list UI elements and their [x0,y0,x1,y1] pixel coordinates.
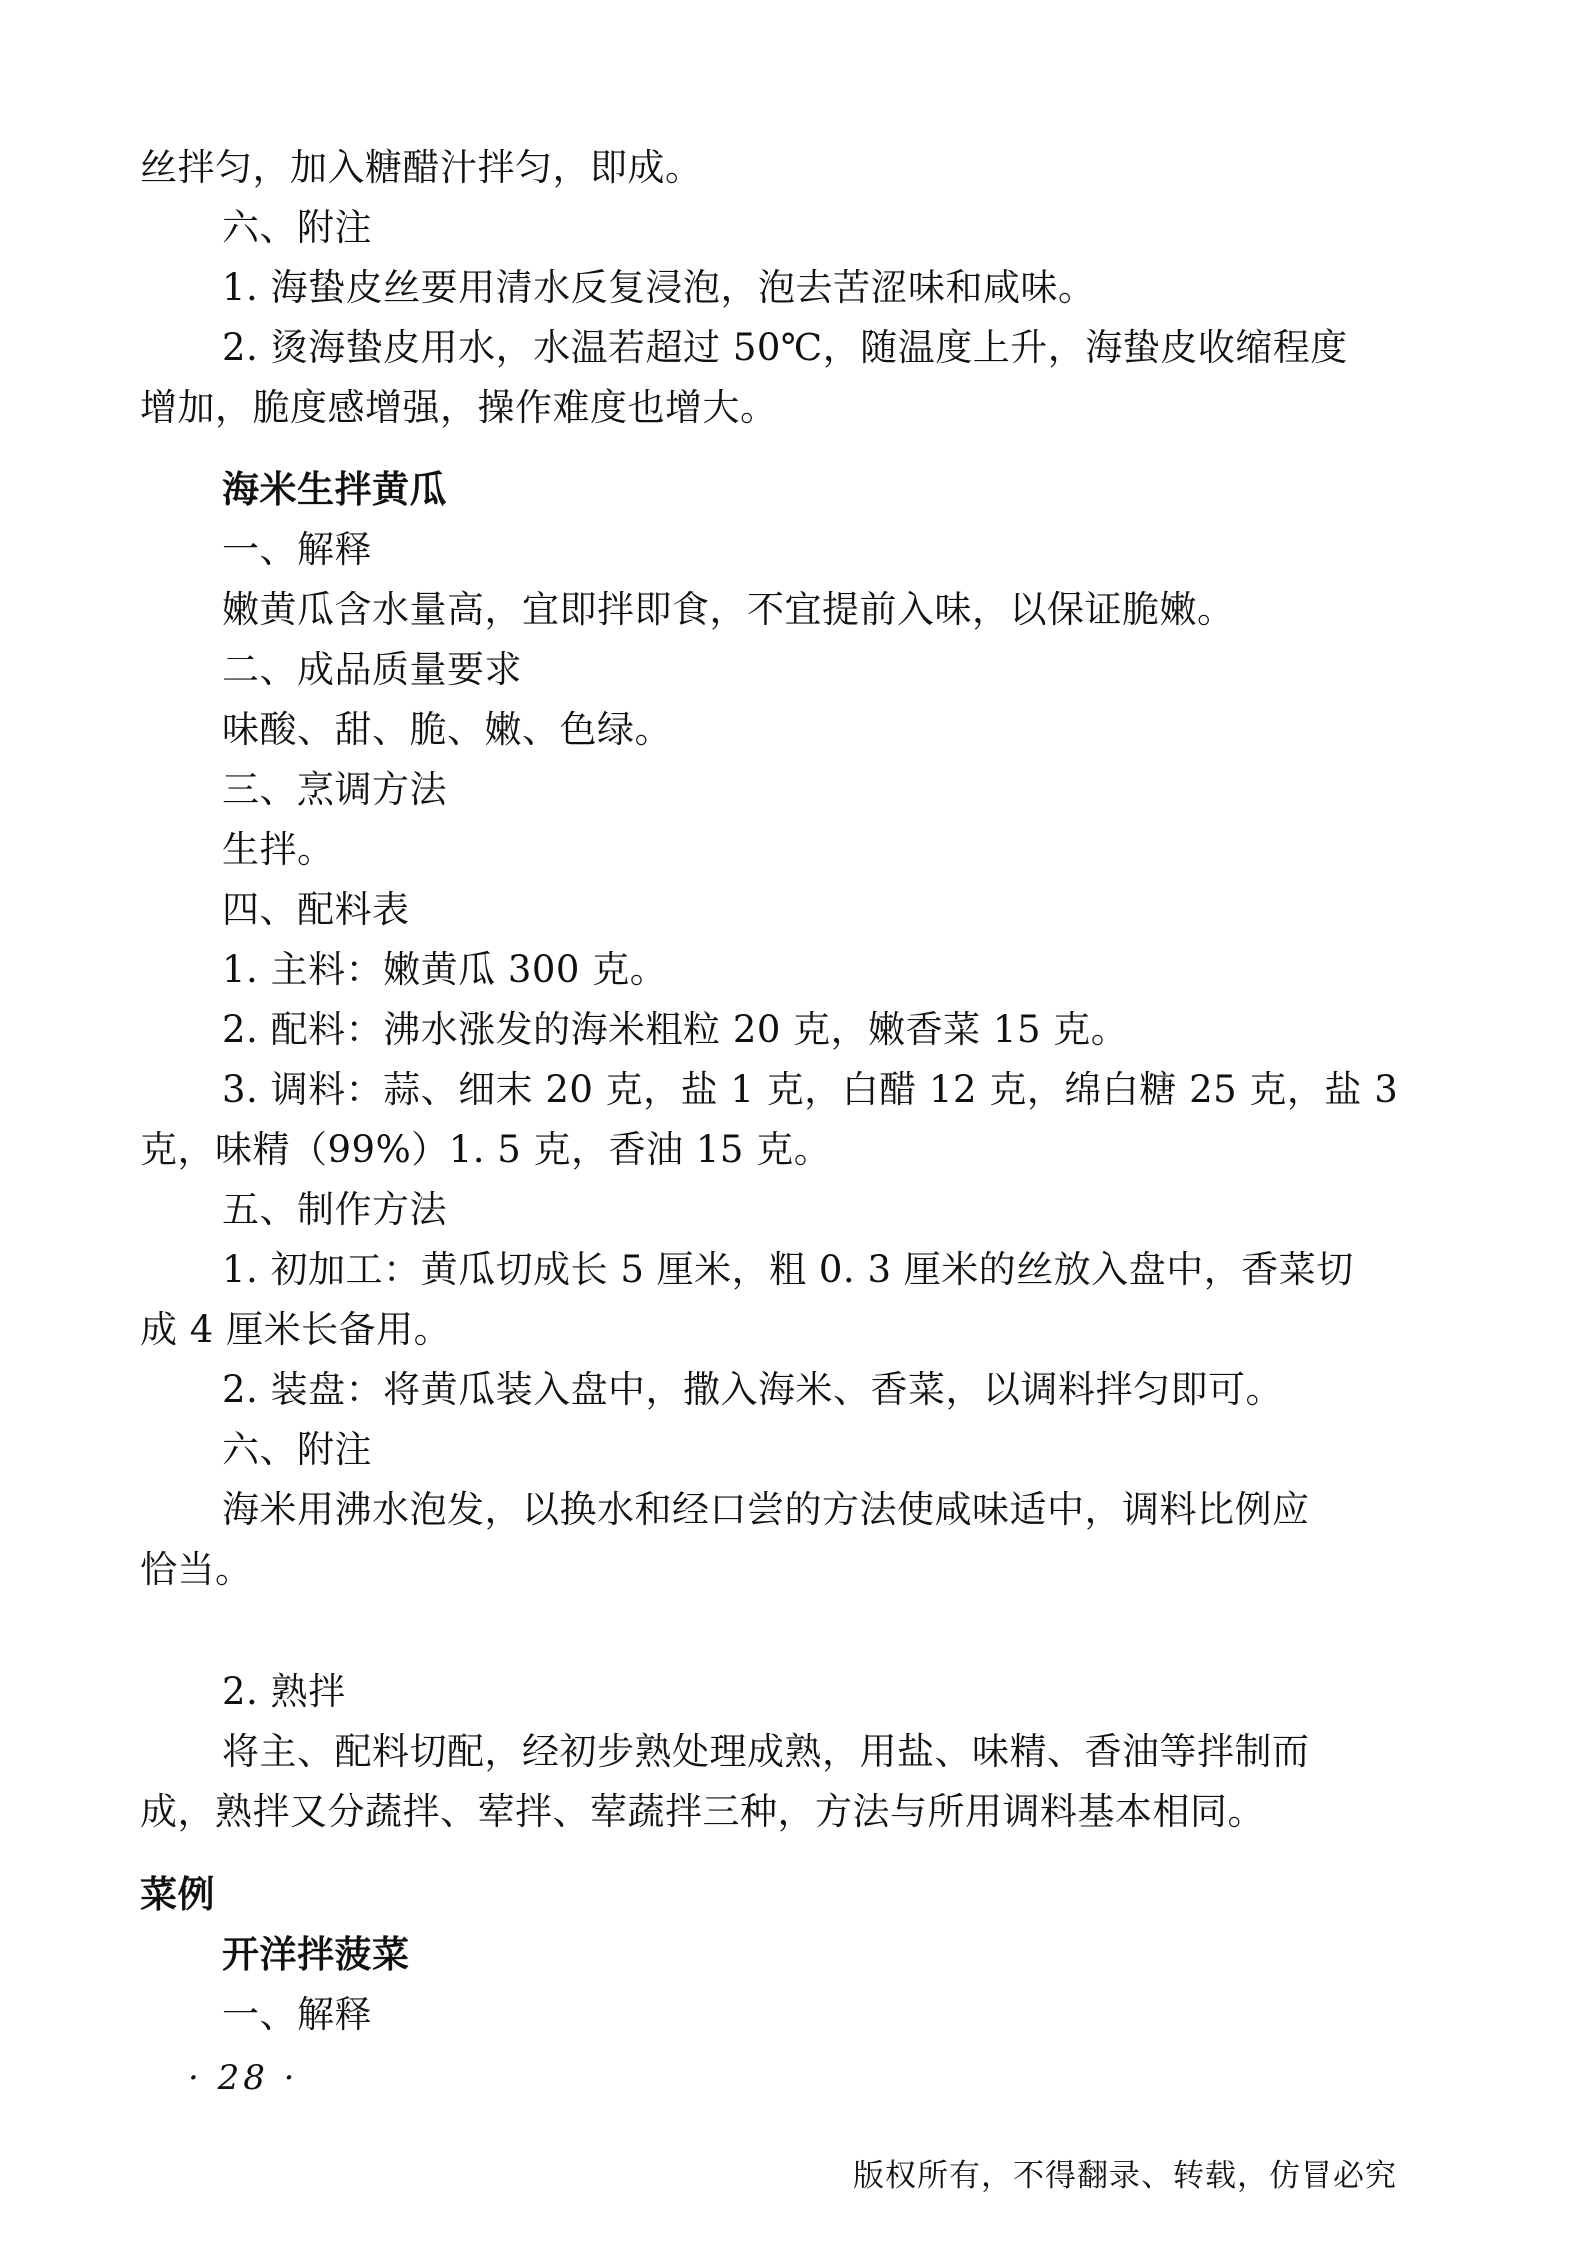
ingredient-item: 1. 主料：嫩黄瓜 300 克。 [222,948,668,991]
recipe-title: 海米生拌黄瓜 [222,468,447,511]
paragraph-line: 味酸、甜、脆、嫩、色绿。 [222,708,672,751]
paragraph-line: 海米用沸水泡发，以换水和经口尝的方法使咸味适中，调料比例应 [222,1488,1310,1531]
paragraph-line: 恰当。 [140,1548,253,1591]
note-item: 2. 烫海蛰皮用水，水温若超过 50℃，随温度上升，海蛰皮收缩程度 [222,326,1348,369]
paragraph-line: 生拌。 [222,828,335,871]
section-heading: 四、配料表 [222,888,410,931]
paragraph-line: 克，味精（99%）1. 5 克，香油 15 克。 [140,1128,832,1171]
method-step: 1. 初加工：黄瓜切成长 5 厘米，粗 0. 3 厘米的丝放入盘中，香菜切 [222,1248,1354,1291]
note-item: 1. 海蛰皮丝要用清水反复浸泡，泡去苦涩味和咸味。 [222,266,1096,309]
method-step: 2. 装盘：将黄瓜装入盘中，撒入海米、香菜，以调料拌匀即可。 [222,1368,1284,1411]
paragraph-line: 成 4 厘米长备用。 [140,1308,452,1351]
section-heading: 一、解释 [222,528,372,571]
paragraph-line: 成，熟拌又分蔬拌、荤拌、荤蔬拌三种，方法与所用调料基本相同。 [140,1790,1265,1833]
copyright-footer: 版权所有，不得翻录、转载，仿冒必究 [853,2158,1397,2194]
ingredient-item: 3. 调料：蒜、细末 20 克，盐 1 克，白醋 12 克，绵白糖 25 克，盐 3 [222,1068,1399,1111]
page-number: · 28 · [188,2058,299,2098]
paragraph-line: 嫩黄瓜含水量高，宜即拌即食，不宜提前入味，以保证脆嫩。 [222,588,1235,631]
section-heading: 二、成品质量要求 [222,648,522,691]
section-heading: 五、制作方法 [222,1188,447,1231]
paragraph-line: 将主、配料切配，经初步熟处理成熟，用盐、味精、香油等拌制而 [222,1730,1310,1773]
recipe-title: 开洋拌菠菜 [222,1933,410,1976]
subsection-heading: 2. 熟拌 [222,1670,346,1713]
paragraph-line: 丝拌匀，加入糖醋汁拌匀，即成。 [140,146,703,189]
section-heading: 三、烹调方法 [222,768,447,811]
paragraph-line: 增加，脆度感增强，操作难度也增大。 [140,386,778,429]
ingredient-item: 2. 配料：沸水涨发的海米粗粒 20 克，嫩香菜 15 克。 [222,1008,1129,1051]
section-label: 菜例 [140,1873,215,1916]
section-heading: 六、附注 [222,206,372,249]
section-heading: 六、附注 [222,1428,372,1471]
section-heading: 一、解释 [222,1993,372,2036]
